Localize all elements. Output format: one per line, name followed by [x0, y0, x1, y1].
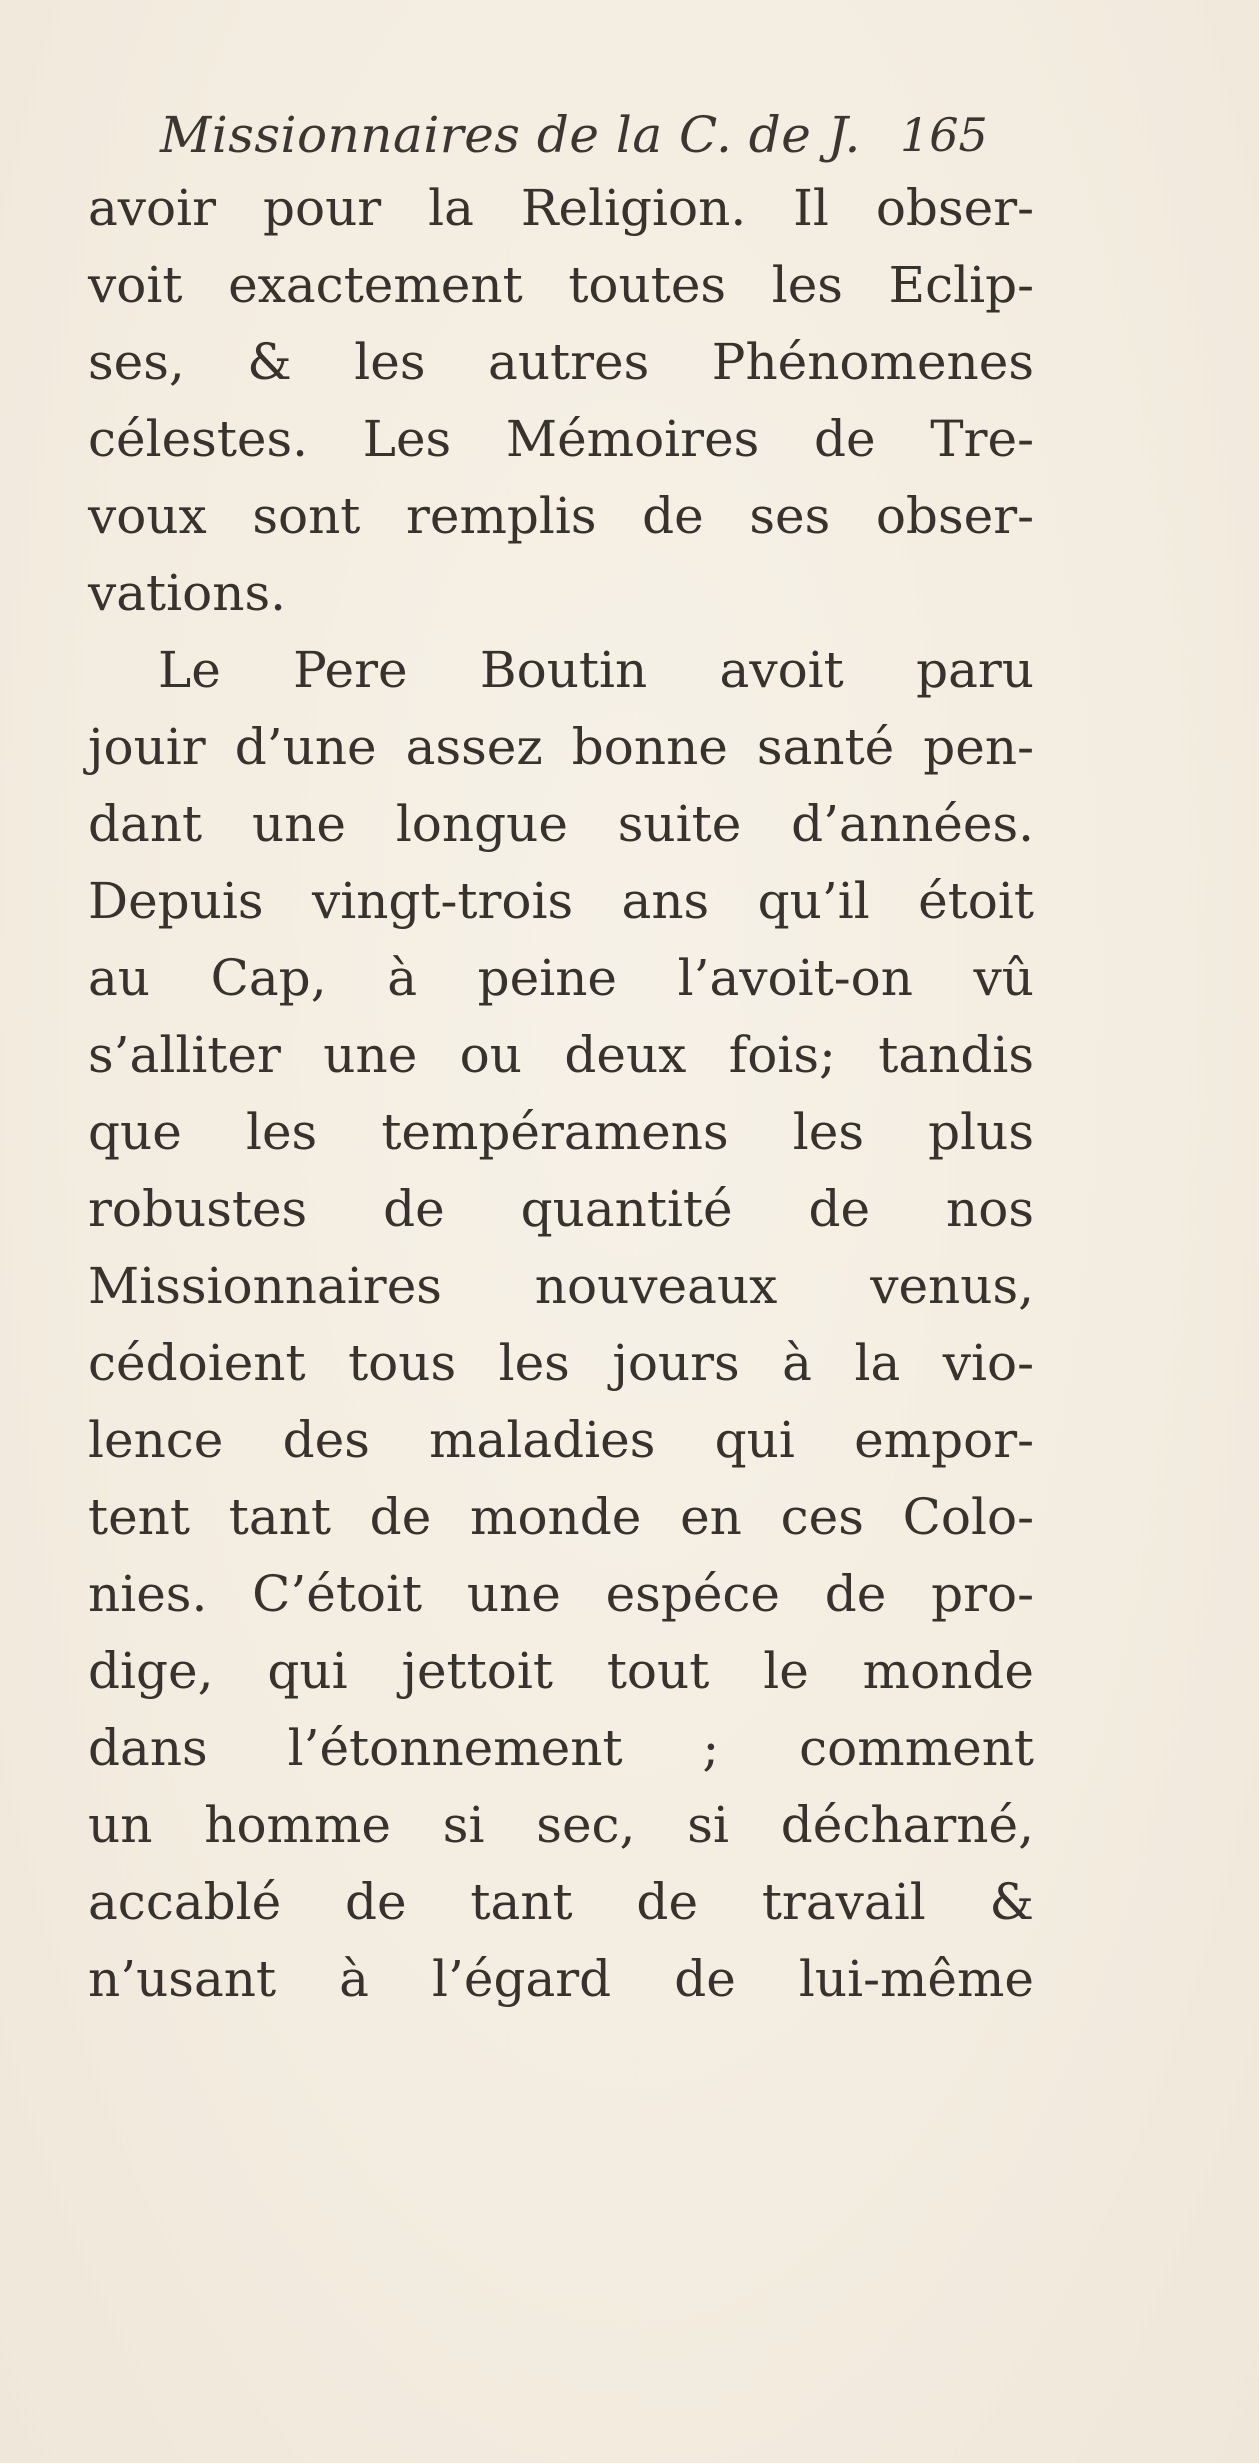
text-line: Missionnaires nouveaux venus,: [88, 1257, 1034, 1315]
text-line: s’alliter une ou deux fois; tandis: [88, 1026, 1034, 1084]
running-head: [0, 100, 1040, 180]
text-line: tent tant de monde en ces Colo-: [88, 1488, 1034, 1546]
text-line: cédoient tous les jours à la vio-: [88, 1334, 1034, 1392]
text-line: voit exactement toutes les Eclip-: [88, 256, 1034, 314]
text-line: nies. C’étoit une espéce de pro-: [88, 1565, 1034, 1623]
text-line: un homme si sec, si décharné,: [88, 1796, 1034, 1854]
paragraph-start-line: Le Pere Boutin avoit paru: [158, 641, 1034, 699]
text-line: dant une longue suite d’années.: [88, 795, 1034, 853]
text-line: Depuis vingt-trois ans qu’il étoit: [88, 872, 1034, 930]
text-line: voux sont remplis de ses obser-: [88, 487, 1034, 545]
text-line: dige, qui jettoit tout le monde: [88, 1642, 1034, 1700]
text-line: dans l’étonnement ; comment: [88, 1719, 1034, 1777]
paragraph-end-line: vations.: [88, 564, 286, 622]
text-line: jouir d’une assez bonne santé pen-: [88, 718, 1034, 776]
text-line: robustes de quantité de nos: [88, 1180, 1034, 1238]
text-line: au Cap, à peine l’avoit-on vû: [88, 949, 1034, 1007]
text-line: accablé de tant de travail &: [88, 1873, 1034, 1931]
body-text: [88, 170, 1034, 2018]
text-line: ses, & les autres Phénomenes: [88, 333, 1034, 391]
page-number: 165: [900, 108, 988, 162]
text-line: célestes. Les Mémoires de Tre-: [88, 410, 1034, 468]
text-line: n’usant à l’égard de lui-même: [88, 1950, 1034, 2008]
text-line: avoir pour la Religion. Il obser-: [88, 179, 1034, 237]
text-line: que les tempéramens les plus: [88, 1103, 1034, 1161]
running-title: Missionnaires de la C. de J.: [160, 106, 861, 164]
text-line: lence des maladies qui empor-: [88, 1411, 1034, 1469]
